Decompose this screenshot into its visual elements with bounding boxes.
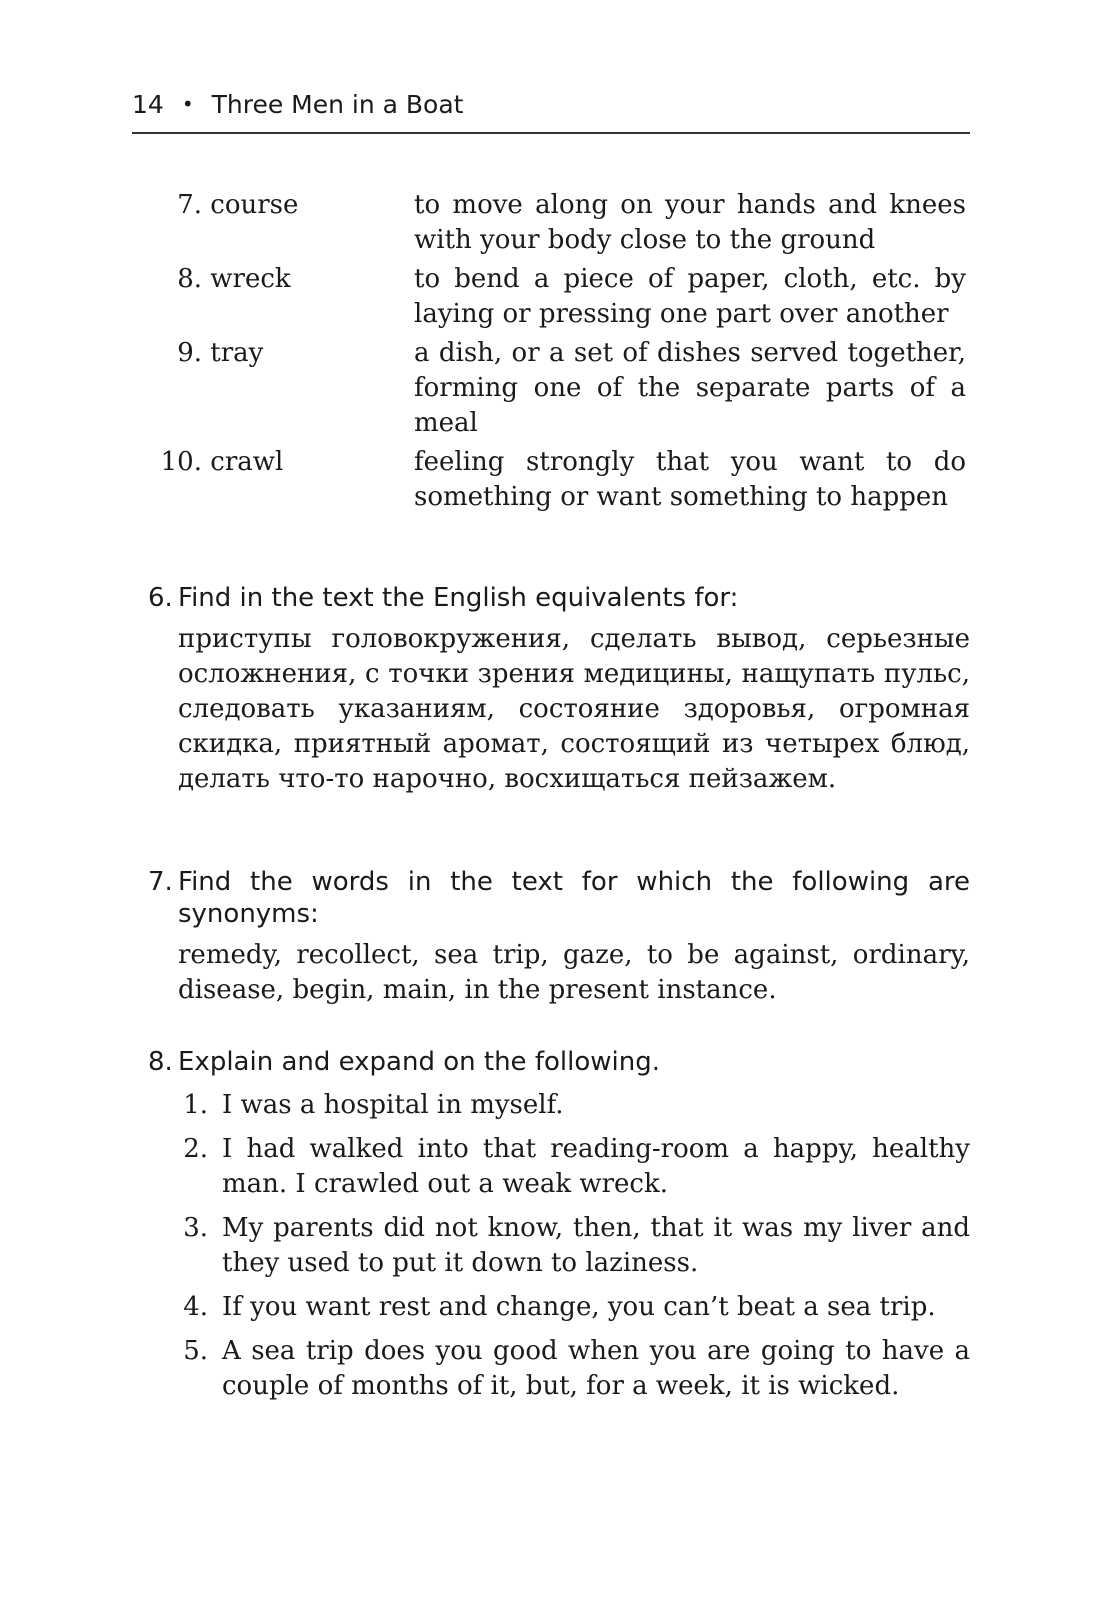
exercise-instruction: Find in the text the English equivalents for: [178, 583, 739, 613]
list-item [148, 1132, 970, 1202]
list-item-number: 4. [183, 1292, 208, 1322]
vocab-definition: to bend a piece of paper, cloth, etc. by laying or pressing one part over another [414, 264, 966, 329]
exercise-number: 8. [148, 1047, 173, 1077]
list-item [148, 1211, 970, 1281]
exercise-statement-list [148, 1088, 970, 1404]
vocab-row [150, 262, 970, 332]
list-item-number: 3. [183, 1213, 208, 1243]
list-item [148, 1334, 970, 1404]
list-item [148, 1088, 970, 1123]
exercise-title [148, 1046, 970, 1078]
exercise-body: remedy, recollect, sea trip, gaze, to be against, ordinary, disease, begin, main, in the present instance. [178, 940, 970, 1005]
exercise-instruction: Explain and expand on the following. [178, 1047, 660, 1077]
list-item-text: I was a hospital in myself. [222, 1090, 564, 1120]
list-item-number: 2. [183, 1134, 208, 1164]
list-item-text: A sea trip does you good when you are going to have a couple of months of it, but, for a week, it is wicked. [222, 1336, 970, 1401]
exercise-title [148, 866, 970, 930]
list-item [148, 1290, 970, 1325]
list-item-text: If you want rest and change, you can’t beat a sea trip. [222, 1292, 936, 1322]
vocab-row [150, 188, 970, 258]
exercise-6 [148, 582, 970, 797]
header-bullet: • [181, 92, 194, 116]
page-number: 14 [132, 89, 164, 119]
vocabulary-matching-list [150, 188, 970, 519]
vocab-definition: feeling strongly that you want to do something or want something to happen [414, 447, 966, 512]
list-item-text: My parents did not know, then, that it was my liver and they used to put it down to laziness. [222, 1213, 970, 1278]
vocab-definition: to move along on your hands and knees with your body close to the ground [414, 190, 966, 255]
exercise-instruction: Find the words in the text for which the following are synonyms: [178, 867, 970, 929]
vocab-definition: a dish, or a set of dishes served together, forming one of the separate parts of a meal [414, 338, 966, 438]
list-item-number: 5. [183, 1336, 208, 1366]
vocab-row [150, 336, 970, 441]
vocab-number: 7. [177, 190, 202, 220]
vocab-number: 9. [177, 338, 202, 368]
book-title: Three Men in a Boat [211, 89, 464, 119]
vocab-word: crawl [210, 447, 284, 477]
exercise-number: 6. [148, 583, 173, 613]
exercise-8 [148, 1046, 970, 1413]
list-item-number: 1. [183, 1090, 208, 1120]
vocab-word: wreck [210, 264, 291, 294]
vocab-row [150, 445, 970, 515]
exercise-number: 7. [148, 867, 173, 897]
running-header [132, 84, 970, 134]
vocab-number: 10. [160, 447, 202, 477]
exercise-body: приступы головокружения, сделать вывод, серьезные осложнения, с точки зрения медицины, нащупать пульс, следовать указаниям, состояние здоровья, огромная скидка, приятный аромат, состоящий из четырех блюд, делать что-то нарочно, восхищаться пейзажем. [178, 624, 970, 794]
exercise-title [148, 582, 970, 614]
vocab-word: tray [210, 338, 264, 368]
list-item-text: I had walked into that reading-room a happy, healthy man. I crawled out a weak wreck. [222, 1134, 970, 1199]
vocab-number: 8. [177, 264, 202, 294]
exercise-7 [148, 866, 970, 1008]
vocab-word: course [210, 190, 299, 220]
